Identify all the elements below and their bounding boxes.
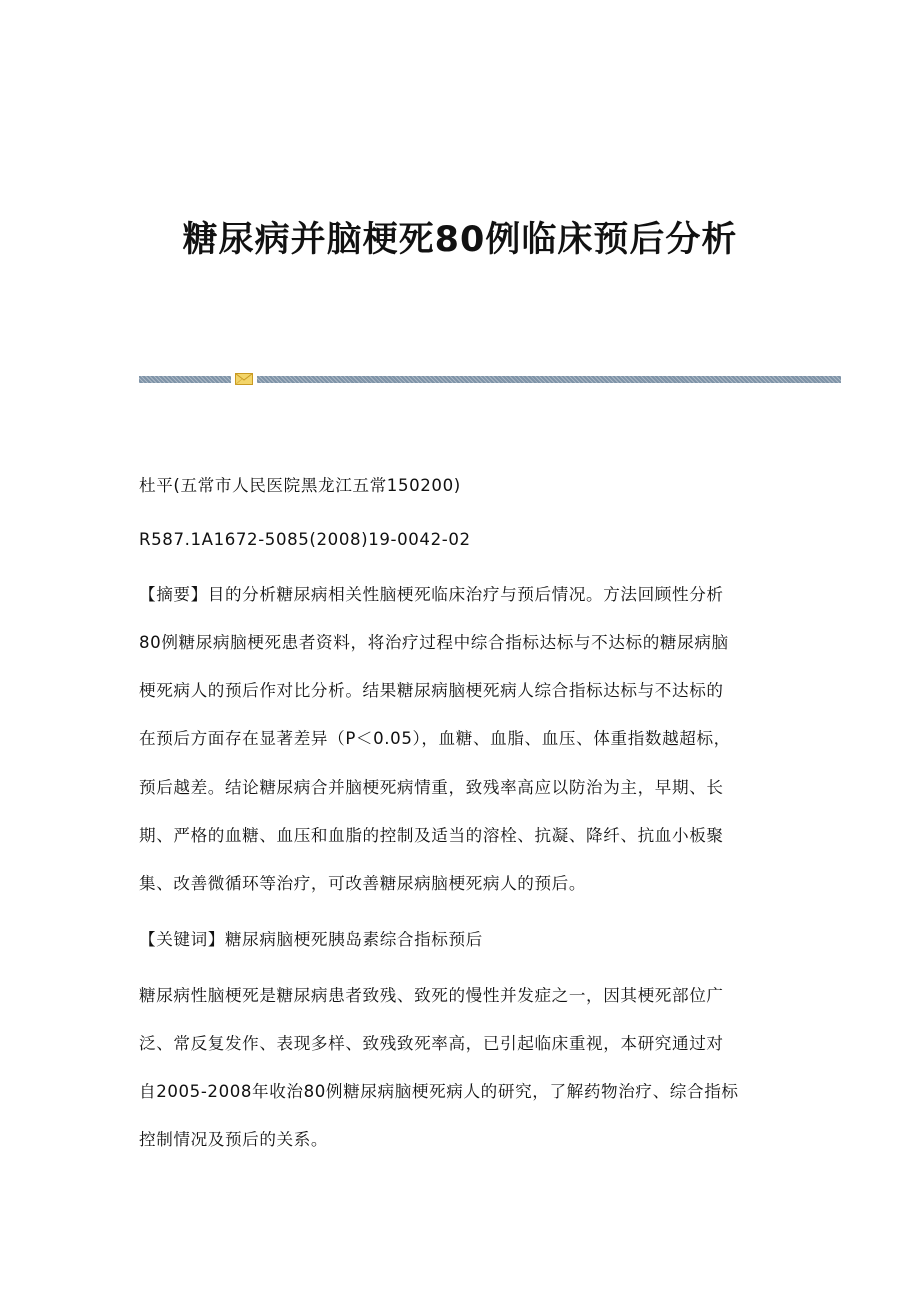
body-text-line: 控制情况及预后的关系。 <box>139 1130 329 1149</box>
divider-bar-right <box>257 376 841 383</box>
abstract-line: 集、改善微循环等治疗，可改善糖尿病脑梗死病人的预后。 <box>139 874 587 893</box>
abstract-line: 期、严格的血糖、血压和血脂的控制及适当的溶栓、抗凝、降纤、抗血小板聚 <box>139 826 724 845</box>
body-text-line: 自2005-2008年收治80例糖尿病脑梗死病人的研究，了解药物治疗、综合指标 <box>139 1082 739 1101</box>
abstract-line: 在预后方面存在显著差异（P＜0.05），血糖、血脂、血压、体重指数越超标， <box>139 729 731 748</box>
abstract-line: 80例糖尿病脑梗死患者资料，将治疗过程中综合指标达标与不达标的糖尿病脑 <box>139 633 729 652</box>
envelope-ornament-icon <box>235 373 253 385</box>
abstract-line: 梗死病人的预后作对比分析。结果糖尿病脑梗死病人综合指标达标与不达标的 <box>139 681 724 700</box>
document-title: 糖尿病并脑梗死80例临床预后分析 <box>182 220 738 260</box>
classification-code: R587.1A1672-5085(2008)19-0042-02 <box>139 530 471 549</box>
body-text-line: 泛、常反复发作、表现多样、致残致死率高，已引起临床重视，本研究通过对 <box>139 1034 724 1053</box>
keywords-line: 【关键词】糖尿病脑梗死胰岛素综合指标预后 <box>139 930 483 949</box>
abstract-line: 预后越差。结论糖尿病合并脑梗死病情重，致残率高应以防治为主，早期、长 <box>139 778 724 797</box>
body-text-line: 糖尿病性脑梗死是糖尿病患者致残、致死的慢性并发症之一，因其梗死部位广 <box>139 986 724 1005</box>
abstract-line: 【摘要】目的分析糖尿病相关性脑梗死临床治疗与预后情况。方法回顾性分析 <box>139 585 724 604</box>
title-divider <box>139 373 841 385</box>
author-affiliation: 杜平(五常市人民医院黑龙江五常150200) <box>139 476 461 495</box>
divider-bar-left <box>139 376 231 383</box>
